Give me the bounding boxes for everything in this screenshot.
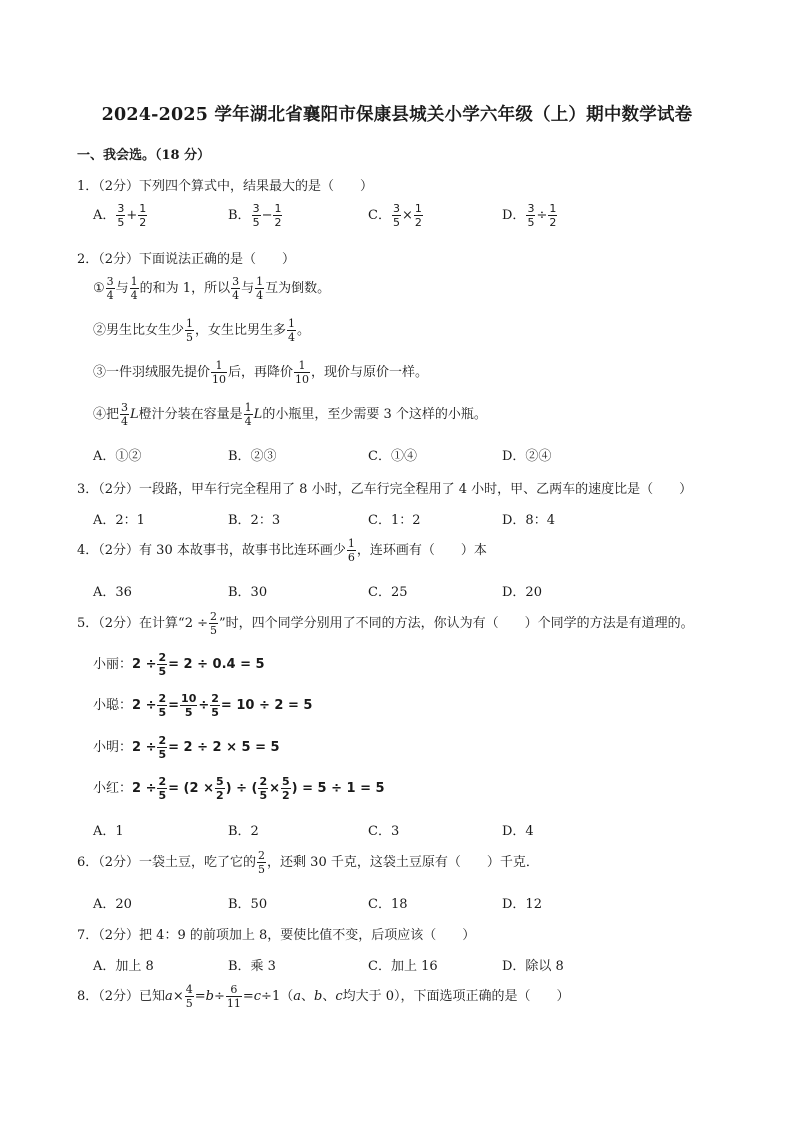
statement-1: ① $\frac{3}{4}$ 与 $\frac{1}{4}$ 的和为 1，所以 $\frac{3}{4}$ 与 $\frac{1}{4}$ 互为倒数。: [93, 275, 331, 302]
fraction: $\frac{3}{5}$: [117, 202, 125, 229]
fraction: $\frac{3}{5}$: [392, 202, 400, 229]
question-3-option-b[interactable]: B．2：3: [228, 513, 281, 528]
question-5-option-a[interactable]: A．1: [93, 824, 124, 839]
question-7-option-b[interactable]: B．乘 3: [228, 959, 276, 974]
question-2-option-b[interactable]: B．②③: [228, 449, 277, 464]
question-6-option-d[interactable]: D．12: [502, 897, 542, 912]
method-xiaoming: 小明：2 ÷ $\frac{2}{5}$ = 2 ÷ 2 × 5 = 5: [93, 734, 280, 761]
question-1-option-a[interactable]: A． $\frac{3}{5}$ + $\frac{1}{2}$: [93, 202, 147, 229]
statement-3: ③一件羽绒服先提价 $\frac{1}{10}$ 后，再降价 $\frac{1}{10}$ ，现价与原价一样。: [93, 359, 429, 386]
question-1-stem: 1．（2分）下列四个算式中，结果最大的是（ ）: [77, 179, 374, 194]
question-7-option-a[interactable]: A．加上 8: [93, 959, 154, 974]
question-2-option-c[interactable]: C．①④: [368, 449, 417, 464]
question-4-option-d[interactable]: D．20: [502, 585, 542, 600]
fraction: $\frac{3}{5}$: [252, 202, 260, 229]
question-2-stem: 2．（2分）下面说法正确的是（ ）: [77, 252, 296, 267]
question-4-option-a[interactable]: A．36: [93, 585, 132, 600]
question-1-option-b[interactable]: B． $\frac{3}{5}$ − $\frac{1}{2}$: [228, 202, 282, 229]
fraction: $\frac{1}{2}$: [139, 202, 147, 229]
fraction: $\frac{1}{2}$: [274, 202, 282, 229]
question-6-stem: 6．（2分）一袋土豆，吃了它的 $\frac{2}{5}$ ，还剩 30 千克，这袋土豆原有（ ）千克．: [77, 849, 539, 876]
question-7-option-c[interactable]: C．加上 16: [368, 959, 438, 974]
fraction: $\frac{3}{5}$: [527, 202, 535, 229]
method-xiaohong: 小红：2 ÷ $\frac{2}{5}$ = (2 × $\frac{5}{2}$ ) ÷ ( $\frac{2}{5}$ × $\frac{5}{2}$ ) = 5 ÷ 1 = 5: [93, 775, 385, 802]
section-heading: 一、我会选。（18 分）: [77, 148, 211, 163]
question-4-option-b[interactable]: B．30: [228, 585, 268, 600]
question-6-option-a[interactable]: A．20: [93, 897, 132, 912]
method-xiaoli: 小丽：2 ÷ $\frac{2}{5}$ = 2 ÷ 0.4 = 5: [93, 651, 265, 678]
question-7-option-d[interactable]: D．除以 8: [502, 959, 564, 974]
question-8-stem: 8．（2分）已知a× $\frac{4}{5}$ =b÷ $\frac{6}{11}$ =c÷1（a、b、c均大于 0），下面选项正确的是（ ）: [77, 983, 570, 1010]
fraction: $\frac{1}{2}$: [549, 202, 557, 229]
question-5-option-c[interactable]: C．3: [368, 824, 400, 839]
question-5-option-b[interactable]: B．2: [228, 824, 259, 839]
question-3-option-d[interactable]: D．8：4: [502, 513, 555, 528]
exam-title: 2024-2025 学年湖北省襄阳市保康县城关小学六年级（上）期中数学试卷: [101, 105, 693, 125]
question-6-option-b[interactable]: B．50: [228, 897, 268, 912]
question-2-option-a[interactable]: A．①②: [93, 449, 142, 464]
question-3-option-a[interactable]: A．2：1: [93, 513, 145, 528]
question-3-stem: 3．（2分）一段路，甲车行完全程用了 8 小时，乙车行完全程用了 4 小时，甲、乙两车的速度比是（ ）: [77, 482, 693, 497]
statement-4: ④把 $\frac{3}{4}$ L橙汁分装在容量是 $\frac{1}{4}$ L的小瓶里，至少需要 3 个这样的小瓶。: [93, 401, 487, 428]
question-7-stem: 7．（2分）把 4：9 的前项加上 8，要使比值不变，后项应该（ ）: [77, 928, 476, 943]
fraction: $\frac{1}{2}$: [414, 202, 422, 229]
question-1-option-d[interactable]: D． $\frac{3}{5}$ ÷ $\frac{1}{2}$: [502, 202, 557, 229]
question-4-option-c[interactable]: C．25: [368, 585, 408, 600]
question-1-option-c[interactable]: C． $\frac{3}{5}$ × $\frac{1}{2}$: [368, 202, 422, 229]
question-6-option-c[interactable]: C．18: [368, 897, 408, 912]
method-xiaocong: 小聪：2 ÷ $\frac{2}{5}$ = $\frac{10}{5}$ ÷ $\frac{2}{5}$ = 10 ÷ 2 = 5: [93, 692, 313, 719]
question-5-stem: 5．（2分）在计算“2 ÷ $\frac{2}{5}$ ”时，四个同学分别用了不同的方法，你认为有（ ）个同学的方法是有道理的。: [77, 610, 694, 637]
statement-2: ②男生比女生少 $\frac{1}{5}$ ，女生比男生多 $\frac{1}{4}$ 。: [93, 317, 311, 344]
question-3-option-c[interactable]: C．1：2: [368, 513, 421, 528]
question-2-option-d[interactable]: D．②④: [502, 449, 552, 464]
question-4-stem: 4．（2分）有 30 本故事书，故事书比连环画少 $\frac{1}{6}$ ，连环画有（ ）本: [77, 537, 487, 564]
question-5-option-d[interactable]: D．4: [502, 824, 534, 839]
